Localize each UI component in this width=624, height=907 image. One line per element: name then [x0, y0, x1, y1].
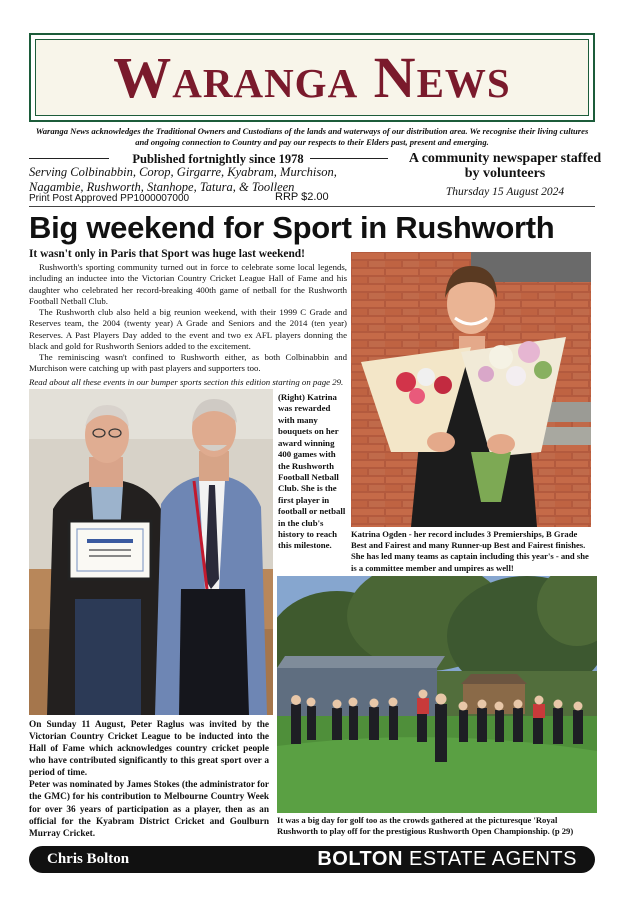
divider-left	[29, 158, 109, 159]
community-tagline: A community newspaper staffed by volunteers	[408, 151, 602, 182]
issue-date: Thursday 15 August 2024	[445, 186, 565, 198]
caption-raglus-paragraph: Peter was nominated by James Stokes (the administrator for the GMC) for his contribution to Melbourne Country Week for over 36 years of participation as a player, then as an official for the Kyabram District Cricket and Goulburn Murray Cricket.	[29, 780, 269, 839]
caption-raglus-paragraph: On Sunday 11 August, Peter Raglus was invited by the Victorian Country Cricket League to be inducted into the Hall of Fame which acknowledges country cricket people who have contributed significantly to this great sport over a period of time.	[29, 720, 269, 779]
photo-golf-illustration	[277, 576, 597, 813]
caption-raglus	[29, 719, 269, 840]
headline: Big weekend for Sport in Rushworth	[29, 210, 555, 245]
caption-katrina-side: (Right) Katrina was rewarded with many bouquets on her award winning 400 games with the Rushworth Football Netball Club. She is the first player in football or netball in the club's history to reach this milestone.	[278, 392, 346, 551]
published-line: Published fortnightly since 1978	[132, 152, 304, 166]
divider-right	[310, 158, 388, 159]
photo-katrina-bouquets	[351, 252, 591, 527]
print-post-number: Print Post Approved PP1000007000	[29, 193, 190, 204]
caption-katrina: Katrina Ogden - her record includes 3 Premierships, B Grade Best and Fairest and many Runner-up Best and Fairest finishes. She has led many teams as captain including this year's - and she is a committee member and umpires as well!	[351, 529, 589, 573]
price: RRP $2.00	[275, 191, 329, 203]
photo-raglus-award	[29, 389, 273, 715]
article-paragraph: The reminiscing wasn't confined to Rushworth either, as both Colbinabbin and Murchison were catching up with past players and supporters too.	[29, 352, 347, 374]
advert-agency	[317, 848, 577, 871]
footer-advert	[29, 846, 595, 873]
advert-agent-name: Chris Bolton	[47, 851, 130, 867]
header-rule	[29, 206, 595, 207]
masthead	[29, 33, 595, 122]
read-more-note: Read about all these events in our bumper sports section this edition starting on page 29.	[29, 376, 344, 387]
caption-golf: It was a big day for golf too as the crowds gathered at the picturesque 'Royal Rushworth to play off for the prestigious Rushworth Open Championship. (p 29)	[277, 815, 574, 837]
article-paragraph: The Rushworth club also held a big reunion weekend, with their 1999 C Grade and Reserves team, the 2004 (twenty year) A Grade and Seniors and the 2014 (ten year) Reserves. A Past Players Day added to the event and two ex AFL players donning the black and gold for Rushworth Seniors added to the excitement.	[29, 307, 347, 351]
advert-agency-rest: ESTATE AGENTS	[402, 848, 577, 870]
photo-golf-crowd	[277, 576, 597, 813]
masthead-panel	[35, 39, 589, 116]
acknowledgement: Waranga News acknowledges the Traditional Owners and Custodians of the lands and waterways of our distribution area. We recognise their living cultures and ongoing connection to Country and pay our respects to their Elders past, present and emerging.	[35, 126, 589, 148]
photo-katrina-illustration	[351, 252, 591, 527]
article-body	[29, 262, 347, 388]
masthead-title: Waranga News	[113, 44, 511, 110]
photo-raglus-illustration	[29, 389, 273, 715]
article-paragraph: Rushworth's sporting community turned out in force to celebrate some local legends, including an inductee into the Victorian Country Cricket League Hall of Fame and his daughter who celebrated her record-breaking 400th game of netball for the Rushworth Football Netball Club.	[29, 262, 347, 306]
article-lead: It wasn't only in Paris that Sport was huge last weekend!	[29, 248, 305, 260]
advert-agency-bold: BOLTON	[317, 848, 403, 870]
serving-towns: Serving Colbinabbin, Corop, Girgarre, Kyabram, Murchison, Nagambie, Rushworth, Stanhope, Tatura, & Toolleen	[29, 165, 337, 195]
